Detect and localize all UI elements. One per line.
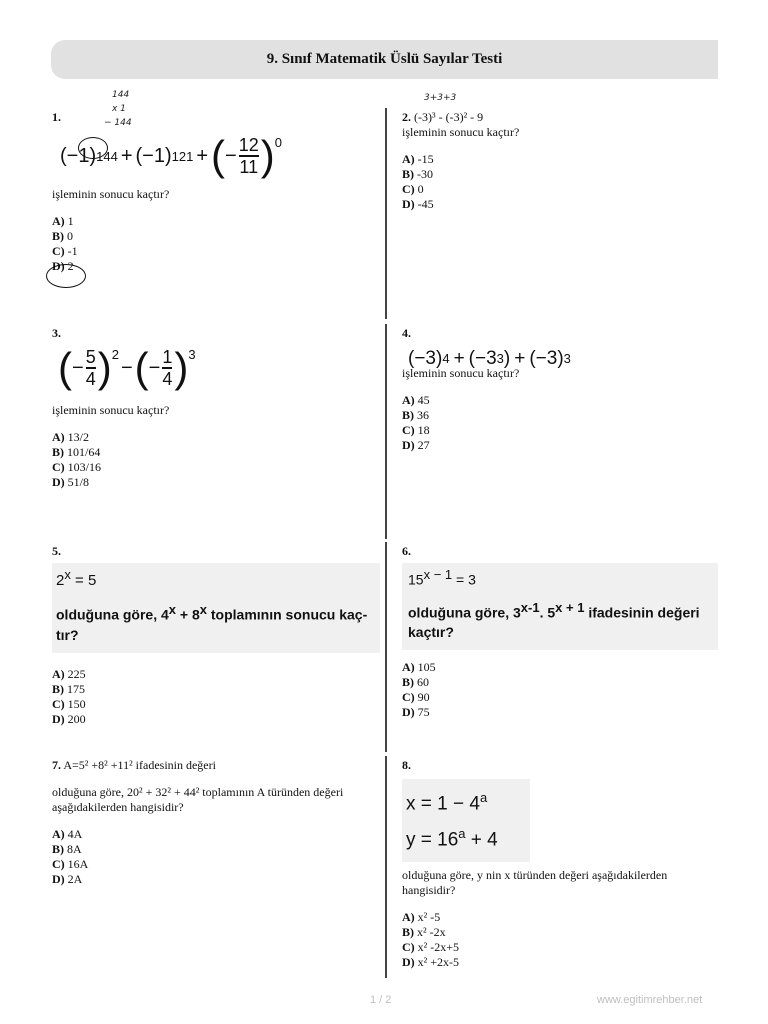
- option-a[interactable]: A) 1: [52, 214, 74, 228]
- q8-options: [402, 910, 712, 970]
- option-a[interactable]: A) 105: [402, 660, 436, 675]
- option-a[interactable]: A) 225: [52, 666, 86, 681]
- title-bar: [51, 40, 718, 79]
- question-5: [52, 544, 380, 727]
- option-c[interactable]: C) 150: [52, 696, 86, 711]
- q7-options: [52, 827, 362, 887]
- q4-prompt: işleminin sonucu kaçtır?: [402, 366, 520, 380]
- question-7: [52, 758, 362, 887]
- q1-prompt: işleminin sonucu kaçtır?: [52, 187, 170, 201]
- option-b[interactable]: B) -30: [402, 167, 433, 181]
- question-1: [52, 110, 372, 274]
- question-8: [402, 758, 712, 970]
- q3-prompt: işleminin sonucu kaçtır?: [52, 403, 170, 417]
- question-number: 1.: [52, 110, 61, 124]
- handwritten-note: 144: [112, 90, 130, 100]
- page-number: 1 / 2: [370, 994, 392, 1006]
- question-number: 2.: [402, 110, 411, 124]
- option-d[interactable]: D) 51/8: [52, 475, 90, 489]
- q2-options: [402, 152, 712, 212]
- option-b[interactable]: B) 0: [52, 229, 73, 243]
- option-d[interactable]: D) 2: [52, 259, 74, 273]
- option-c[interactable]: C) 18: [402, 423, 430, 437]
- q5-image-block: 2$^x$ = 5 olduğuna göre, $4^x + 8^x$ toplamının sonucu kaç- tır?: [52, 563, 380, 653]
- question-3: [52, 326, 372, 490]
- option-d[interactable]: D) 2A: [52, 872, 83, 886]
- question-number: 3.: [52, 326, 61, 340]
- question-number: 5.: [52, 544, 61, 558]
- question-number: 6.: [402, 544, 411, 558]
- q3-options: [52, 430, 372, 490]
- page-title: 9. Sınıf Matematik Üslü Sayılar Testi: [266, 51, 503, 67]
- option-b[interactable]: B) 60: [402, 675, 429, 690]
- q1-options: [52, 214, 372, 274]
- question-number: 4.: [402, 326, 411, 340]
- q8-text: olduğuna göre, y nin x türünden değeri aşağıdakilerden hangisidir?: [402, 867, 668, 897]
- option-d[interactable]: D) 75: [402, 705, 430, 720]
- option-a[interactable]: A) 4A: [52, 827, 83, 841]
- handwritten-circle: [46, 264, 86, 288]
- option-c[interactable]: C) -1: [52, 244, 78, 258]
- question-2: [402, 110, 712, 212]
- column-divider: [385, 542, 387, 752]
- option-b[interactable]: B) 175: [52, 681, 85, 696]
- option-a[interactable]: A) 45: [402, 393, 430, 407]
- handwritten-note: x 1: [112, 104, 126, 114]
- q6-image-block: $15^{x - 1} = 3$ olduğuna göre, 3$^{x-1}$. $5^{x + 1}$ ifadesinin değeri kaçtır?: [402, 563, 718, 650]
- q4-formula: (−3) 4 + (−3 3 ) + (−3) 3: [408, 348, 571, 369]
- handwritten-note: − 144: [104, 118, 132, 128]
- handwritten-circle: [78, 137, 108, 159]
- column-divider: [385, 324, 387, 539]
- option-d[interactable]: D) -45: [402, 197, 434, 211]
- q5-options: [52, 667, 380, 727]
- option-d[interactable]: D) 200: [52, 711, 86, 726]
- option-a[interactable]: A) 13/2: [52, 430, 90, 444]
- column-divider: [385, 108, 387, 319]
- handwritten-note: 3+3+3: [424, 93, 457, 103]
- q4-options: [402, 393, 712, 453]
- option-c[interactable]: C) 90: [402, 690, 430, 705]
- option-d[interactable]: D) x² +2x-5: [402, 954, 460, 969]
- site-url[interactable]: www.egitimrehber.net: [597, 994, 703, 1006]
- question-4: [402, 326, 712, 453]
- q3-formula: ( − $\frac{5}{4}$ ) $^2$ − ( − $\frac{1}{4}$ ) $^3$: [58, 344, 196, 391]
- q6-options: [402, 660, 718, 720]
- q8-image-block: $x = 1 - 4^a$ $y = 16^a + 4$: [402, 779, 530, 862]
- option-b[interactable]: B) 36: [402, 408, 429, 422]
- option-c[interactable]: C) 16A: [52, 857, 89, 871]
- question-6: [402, 544, 718, 720]
- option-a[interactable]: A) -15: [402, 152, 434, 166]
- option-c[interactable]: C) 0: [402, 182, 424, 196]
- question-number: 7.: [52, 758, 61, 772]
- q7-expression: A=5² +8² +11² ifadesinin değeri: [63, 758, 216, 772]
- question-number: 8.: [402, 758, 411, 772]
- q1-formula: (−1) 144 + (−1) 121 + ( − $\frac{12}{11}$ ) $^0$: [60, 132, 282, 179]
- column-divider: [385, 756, 387, 978]
- option-a[interactable]: A) x² -5: [402, 909, 441, 924]
- option-c[interactable]: C) 103/16: [52, 460, 102, 474]
- q7-text: olduğuna göre, 20² + 32² + 44² toplamının A türünden değeri aşağıdakilerden hangisidir?: [52, 785, 344, 814]
- option-b[interactable]: B) 101/64: [52, 445, 101, 459]
- option-c[interactable]: C) x² -2x+5: [402, 939, 460, 954]
- option-b[interactable]: B) x² -2x: [402, 924, 446, 939]
- option-d[interactable]: D) 27: [402, 438, 430, 452]
- q2-prompt: işleminin sonucu kaçtır?: [402, 125, 520, 139]
- q2-expression: (-3)³ - (-3)² - 9: [414, 110, 484, 124]
- option-b[interactable]: B) 8A: [52, 842, 82, 856]
